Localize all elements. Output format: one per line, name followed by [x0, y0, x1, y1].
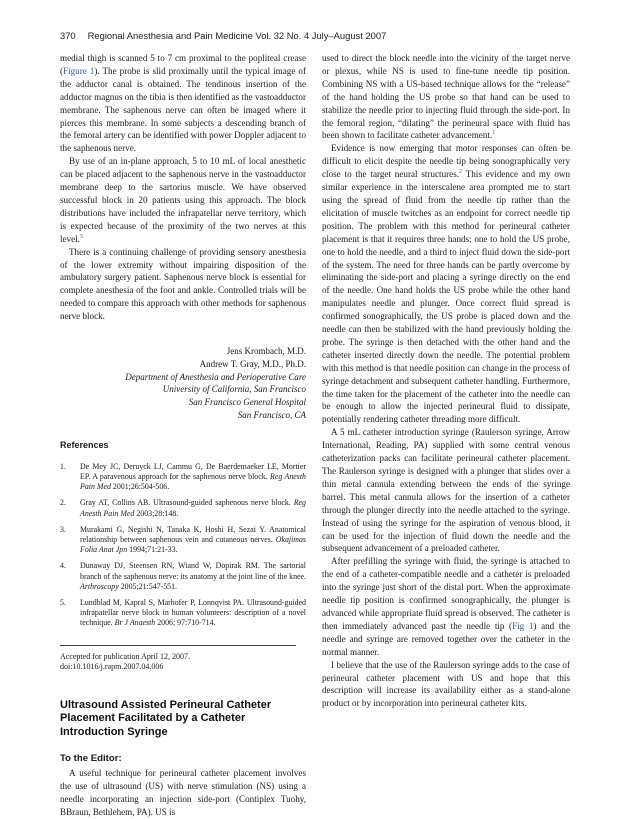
to-editor-heading: To the Editor: [60, 753, 122, 765]
reference-item [60, 598, 306, 629]
affiliation-line: Department of Anesthesia and Perioperative Care [125, 371, 306, 382]
text-run: ) and the needle and syringe are removed together over the catheter in the normal manner. [322, 620, 570, 657]
right-column [322, 52, 570, 710]
paragraph-1 [60, 52, 306, 155]
reference-item [60, 498, 306, 518]
reference-number: 4. [60, 561, 66, 571]
paragraph-2 [60, 155, 306, 245]
reference-number: 2. [60, 498, 66, 508]
reference-number: 1. [60, 461, 66, 471]
figure-1-link[interactable]: Figure 1 [63, 65, 95, 76]
reference-text: Dunaway DJ, Steensen RN, Wiand W, Dopirak RM. The sartorial branch of the saphenous nerve: its anatomy at the joint line of the knee. [80, 561, 306, 581]
citation-2-link[interactable]: 2 [459, 169, 463, 176]
reference-journal: Reg Anesth Pain Med [80, 498, 306, 518]
paragraph-3: A 5 mL catheter introduction syringe (Raulerson syringe, Arrow International, Reading, PA) supplied with some central venous catheterization packs can facilitate perineural catheter placement. The Raulerson syringe is designed with a plunger that slides over a thin metal cannula extending between the ends of the syringe barrel. This metal cannula allows for the insertion of a catheter through the plunger directly into the needle attached to the syringe. Instead of using the syringe for the aspiration of venous blood, it can be used for the injection of fluid down the needle and the subsequent advancement of a preloaded catheter. [322, 427, 570, 554]
paragraph-1 [322, 52, 570, 142]
running-header [60, 30, 386, 41]
reference-journal: Arthroscopy [80, 581, 119, 591]
paragraph-4 [322, 555, 570, 658]
author-name: Andrew T. Gray, M.D., Ph.D. [199, 358, 306, 369]
text-run: medial thigh is scanned 5 to 7 cm proximal to the popliteal crease ( [60, 53, 306, 76]
affiliation-line: San Francisco, CA [237, 410, 306, 421]
journal-title: Regional Anesthesia and Pain Medicine Vol. 32 No. 4 July–August 2007 [87, 30, 387, 41]
reference-tail: 2005;21:547-551. [118, 581, 178, 591]
text-run: Evidence is now emerging that motor responses can often be difficult to elicit despite the needle tip being sonographically very close to the target neural structures. [322, 143, 570, 180]
author-signature [60, 345, 306, 422]
acceptance-note [60, 645, 296, 673]
left-column [60, 52, 306, 819]
reference-text: De Mey JC, Deruyck LJ, Cammu G, De Baerdemaeker LE, Mortier EP. A paravenous approach for the saphenous nerve block. [80, 461, 306, 482]
citation-5-link[interactable]: 5 [79, 233, 83, 240]
affiliation-line: San Francisco General Hospital [188, 397, 306, 408]
paragraph-4: A useful technique for perineural catheter placement involves the use of ultrasound (US) with nerve stimulation (NS) using a needle incorporating an injection side-port (Contiplex Tuohy, BBraun, Bethlehem, PA). US is [60, 768, 306, 818]
reference-tail: 1994;71:21-33. [127, 545, 178, 555]
reference-tail: 2006; 97:710-714. [155, 618, 216, 628]
author-name: Jens Krombach, M.D. [226, 346, 306, 357]
reference-journal: Okajimas Folia Anat Jpn [80, 535, 306, 555]
text-run: ). The probe is slid proximally until the typical image of the adductor canal is obtained. The tendinous insertion of the adductor magnus on the tibia is then identified as the vastoadductor membrane. The saphenous nerve can often be imaged where it pierces this membrane. In some subjects a descending branch of the femoral artery can be identified with power Doppler adjacent to the saphenous nerve. [60, 65, 306, 154]
reference-number: 5. [60, 598, 66, 608]
reference-item [60, 462, 306, 493]
paragraph-2 [322, 142, 570, 426]
reference-item [60, 525, 306, 556]
affiliation-line: University of California, San Francisco [162, 384, 306, 395]
reference-list [60, 462, 306, 629]
references-heading: References [60, 439, 109, 450]
reference-text: Murakami G, Negishi N, Tanaka K, Hoshi H, Sezai Y. Anatomical relationship between saphenous vein and cutaneous nerves. [80, 524, 306, 545]
figure-1-link[interactable]: Fig 1 [512, 620, 534, 631]
page-number: 370 [60, 30, 76, 41]
citation-1-link[interactable]: 1 [492, 130, 496, 137]
text-run: After prefilling the syringe with fluid, the syringe is attached to the end of a catheter-compatible needle and a catheter is preloaded into the syringe just short of the distal port. When the approximate needle tip position is confirmed sonographically, the plunger is advanced while appropriate fluid spread is observed. The catheter is then immediately advanced past the needle tip ( [322, 556, 570, 631]
text-run: used to direct the block needle into the vicinity of the target nerve or plexus, while NS is used to fine-tune needle tip position. Combining NS with a US-based technique allows for the “release” of the hand holding the US probe so that hand can be used to stabilize the needle prior to injecting fluid through the side-port. In the femoral region, “dilating” the perineural space with fluid has been shown to facilitate catheter advancement. [322, 53, 570, 141]
paragraph-3: There is a continuing challenge of providing sensory anesthesia of the lower extremity without impairing disposition of the ambulatory surgery patient. Saphenous nerve block is essential for complete anesthesia of the foot and ankle. Controlled trials will be needed to compare this approach with other methods for saphenous nerve block. [60, 246, 306, 322]
reference-item [60, 561, 306, 592]
doi-link[interactable]: doi:10.1016/j.rapm.2007.04.006 [60, 662, 164, 672]
reference-number: 3. [60, 524, 66, 534]
text-run: By use of an in-plane approach, 5 to 10 mL of local anesthetic can be placed adjacent to the saphenous nerve in the vastoadductor membrane deep to the sartorius muscle. We have observed successful block in 20 patients using this approach. The block distributions have included the infrapatellar nerve territory, which is expected because of the proximity of the two nerves at this level. [60, 156, 306, 244]
paragraph-5: I believe that the use of the Raulerson syringe adds to the case of perineural catheter placement with US and hope that this description will increase its availability either as a stand-alone product or by incorporation into perineural catheter kits. [322, 659, 570, 709]
reference-text: Gray AT, Collins AB. Ultrasound-guided saphenous nerve block. [80, 498, 294, 508]
reference-tail: 2003;28:148. [134, 508, 179, 518]
reference-text: Lundblad M, Kapral S, Marhofer P, Lonnqvist PA. Ultrasound-guided infrapatellar nerve block in human volunteers: description of a novel technique. [80, 598, 306, 628]
text-run: This evidence and my own similar experience in the interscalene area prompted me to start using the spread of fluid from the needle tip rather than the elicitation of muscle twitches as an endpoint for correct needle tip position. The problem with this method for perineural catheter placement is that it requires three hands; one to hold the US probe, one to hold the needle, and a third to inject fluid down the side-port of the system. The need for three hands can be partly overcome by eliminating the side-port and placing a syringe directly on the end of the needle. One hand holds the US probe while the other hand manipulates needle and plunger. Once correct fluid spread is confirmed sonographically, the US probe is placed down and the needle can then be stabilized with the hand previously holding the probe. The syringe is then detached with the other hand and the catheter inserted directly down the needle. The potential problem with this method is that needle position can change in the process of syringe detachment and subsequent catheter handling. Furthermore, the time taken for the placement of the catheter into the needle can be enough to allow the injected perineural fluid to dissipate, potentially rendering catheter threading more difficult. [322, 169, 571, 425]
reference-tail: 2001;26:504-506. [110, 482, 170, 492]
reference-journal: Reg Anesth Pain Med [80, 472, 306, 492]
accepted-date: Accepted for publication April 12, 2007. [60, 651, 190, 661]
article-title: Ultrasound Assisted Perineural Catheter Placement Facilitated by a Catheter Introduction Syringe [60, 698, 272, 738]
reference-journal: Br J Anaesth [114, 618, 156, 628]
